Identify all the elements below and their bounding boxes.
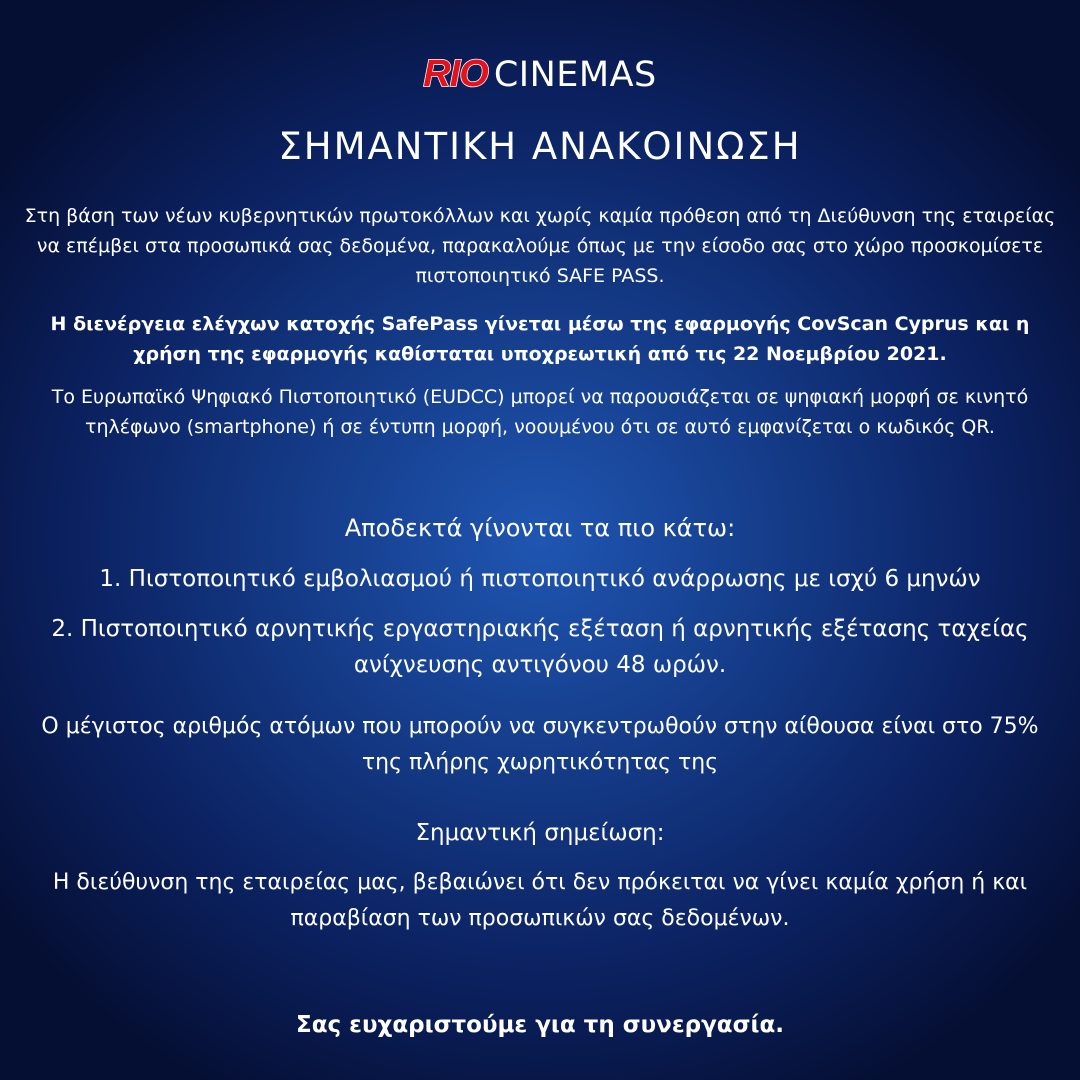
safe-pass-paragraph: Στη βάση των νέων κυβερνητικών πρωτοκόλλων και χωρίς καμία πρόθεση από τη Διεύθυνση της εταιρείας να επέμβει στα προσωπικά σας δεδομένα, παρακαλούμε όπως με την είσοδο σας στο χώρο προσκομίσετε πιστοποιητικό SAFE PASS.: [24, 205, 1056, 287]
accepted-item-vaccination: 1. Πιστοποιητικό εμβολιασμού ή πιστοποιητικό ανάρρωσης με ισχύ 6 μηνών: [99, 566, 981, 592]
eudcc-paragraph: Το Ευρωπαϊκό Ψηφιακό Πιστοποιητικό (EUDCC) μπορεί να παρουσιάζεται σε ψηφιακή μορφή σε κινητό τηλέφωνο (smartphone) ή σε έντυπη μορφή, νοουμένου ότι σε αυτό εμφανίζεται ο κωδικός QR.: [51, 386, 1029, 438]
logo-cinemas-text: CINEMAS: [493, 55, 657, 95]
accepted-list: [20, 561, 1060, 683]
covscan-paragraph: Η διενέργεια ελέγχων κατοχής SafePass γίνεται μέσω της εφαρμογής CovScan Cyprus και η χρήση της εφαρμογής καθίσταται υποχρεωτική από τις 22 Νοεμβρίου 2021.: [50, 313, 1030, 365]
accepted-title: Αποδεκτά γίνονται τα πιο κάτω:: [344, 514, 736, 542]
note-title: Σημαντική σημείωση:: [415, 820, 665, 846]
capacity-paragraph: Ο μέγιστος αριθμός ατόμων που μπορούν να συγκεντρωθούν στην αίθουσα είναι στο 75% της πλήρης χωρητικότητας της: [41, 714, 1039, 775]
logo-rio-text: RIO: [423, 53, 488, 95]
rio-cinemas-logo: [0, 54, 1080, 101]
note-text: Η διεύθυνση της εταιρείας μας, βεβαιώνει ότι δεν πρόκειται να γίνει καμία χρήση ή και παραβίαση των προσωπικών σας δεδομένων.: [52, 870, 1028, 931]
thanks-text: Σας ευχαριστούμε για τη συνεργασία.: [296, 1012, 784, 1038]
accepted-item-negative-test: 2. Πιστοποιητικό αρνητικής εργαστηριακής εξέταση ή αρνητικής εξέτασης ταχείας ανίχνευσης αντιγόνου 48 ωρών.: [51, 616, 1029, 678]
page-title: ΣΗΜΑΝΤΙΚΗ ΑΝΑΚΟΙΝΩΣΗ: [278, 125, 802, 168]
